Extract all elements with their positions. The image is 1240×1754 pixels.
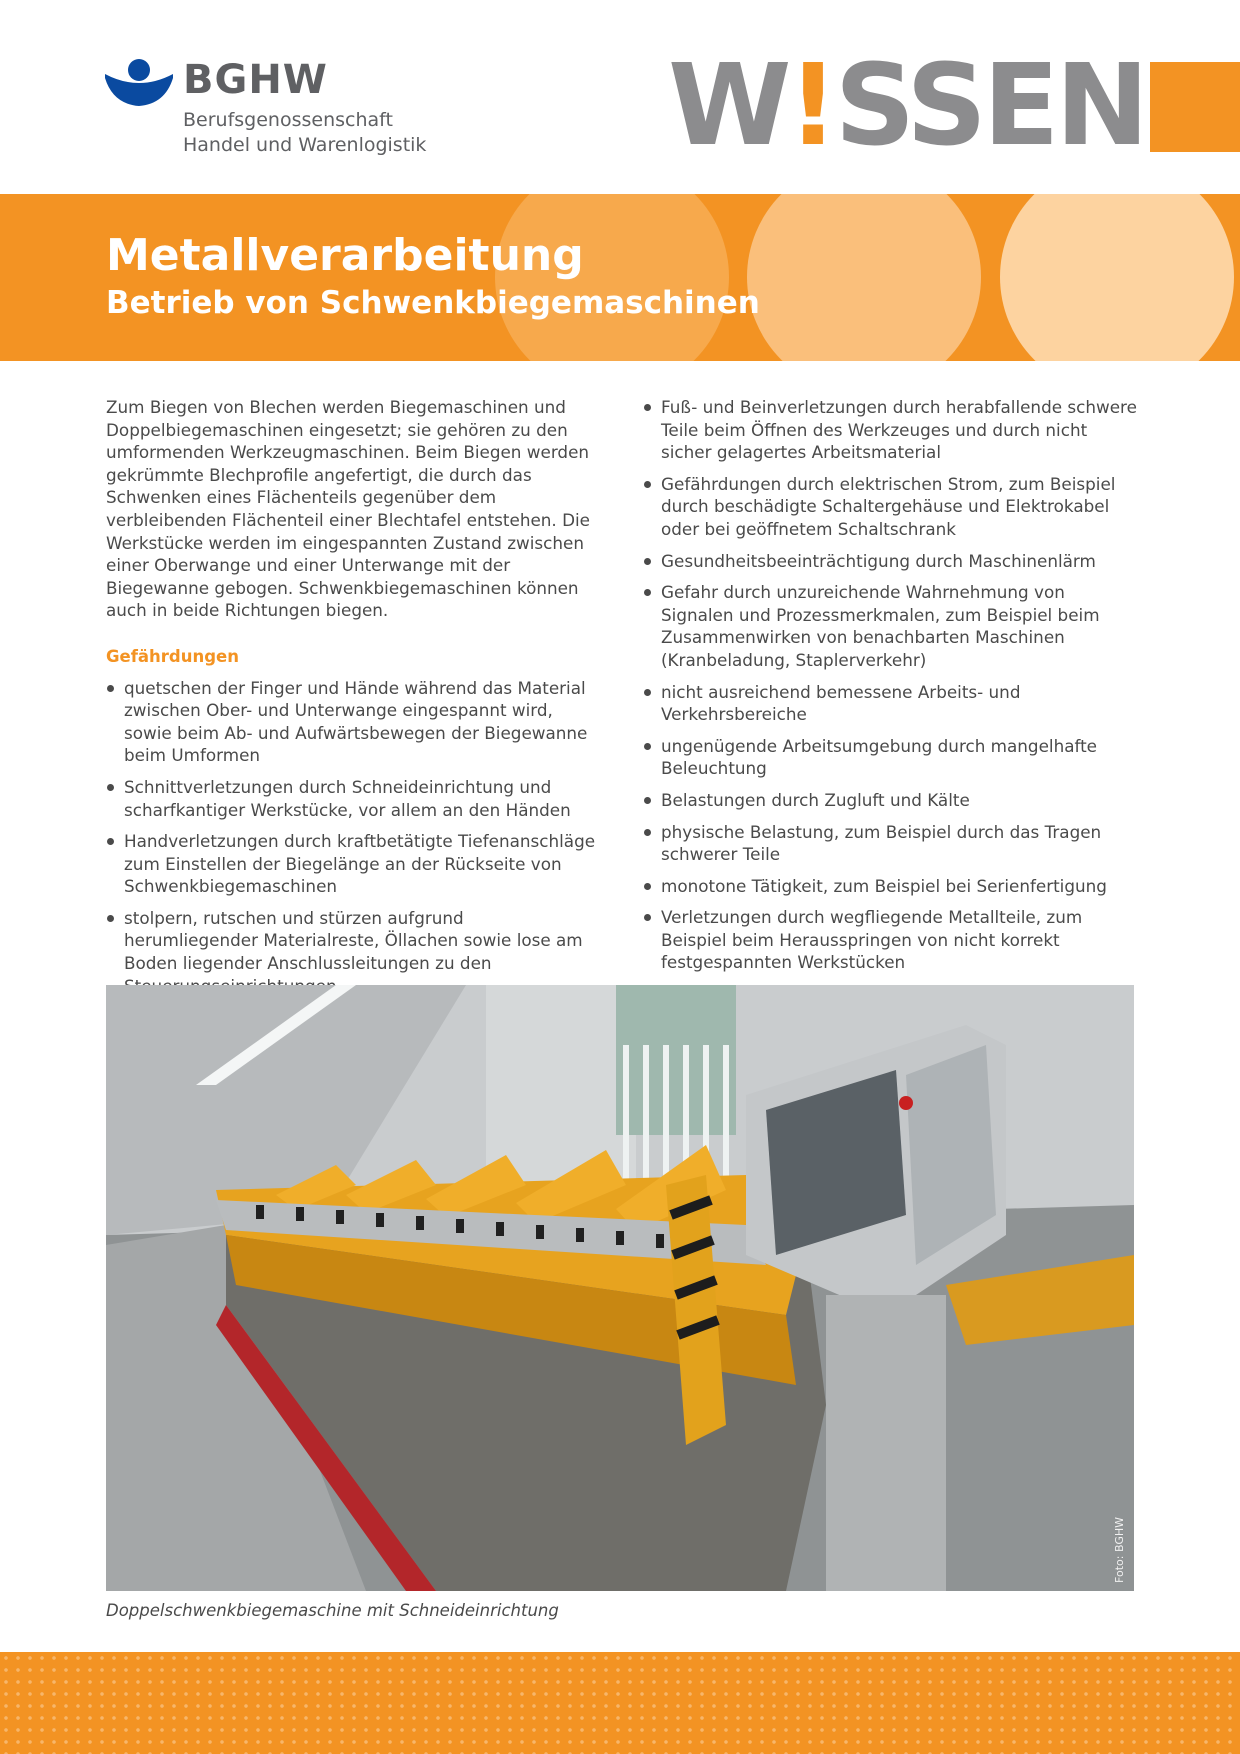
list-item: quetschen der Finger und Hände während das Material zwischen Ober- und Unterwange eingespannt wird, sowie beim Ab- und Aufwärtsbewegen der Biegewanne beim Umformen	[106, 677, 600, 767]
bghw-logo	[105, 58, 435, 158]
list-item: ungenügende Arbeitsumgebung durch mangelhafte Beleuchtung	[643, 735, 1137, 780]
list-item: Gesundheitsbeeinträchtigung durch Maschinenlärm	[643, 550, 1137, 573]
hazards-list-right	[643, 396, 1137, 974]
banner-circle	[747, 194, 981, 361]
list-item: monotone Tätigkeit, zum Beispiel bei Serienfertigung	[643, 875, 1137, 898]
wissen-post: SSEN	[834, 41, 1146, 171]
logo-line-2: Handel und Warenlogistik	[183, 134, 427, 156]
bghw-emblem-icon	[105, 58, 173, 108]
list-item: Handverletzungen durch kraftbetätigte Tiefenanschläge zum Einstellen der Biegelänge an der Rückseite von Schwenkbiegemaschinen	[106, 830, 600, 898]
right-column	[643, 396, 1137, 983]
logo-subtitle	[183, 108, 426, 158]
wissen-orange-square	[1150, 62, 1240, 152]
machine-photo	[106, 985, 1134, 1591]
wissen-wordmark	[668, 41, 1146, 171]
logo-line-1: Berufsgenossenschaft	[183, 109, 393, 131]
left-column	[106, 396, 600, 1006]
list-item: physische Belastung, zum Beispiel durch das Tragen schwerer Teile	[643, 821, 1137, 866]
page-subtitle: Betrieb von Schwenkbiegemaschinen	[106, 285, 760, 321]
list-item: Gefährdungen durch elektrischen Strom, zum Beispiel durch beschädigte Schaltergehäuse und Elektrokabel oder bei geöffnetem Schaltschrank	[643, 473, 1137, 541]
photo-caption: Doppelschwenkbiegemaschine mit Schneideinrichtung	[106, 1601, 559, 1620]
wissen-accent: !	[787, 41, 835, 171]
wissen-series-logo	[668, 41, 1146, 171]
hazards-list-left	[106, 677, 600, 998]
list-item: Schnittverletzungen durch Schneideinrichtung und scharfkantiger Werkstücke, vor allem an den Händen	[106, 776, 600, 821]
photo-credit: Foto: BGHW	[1113, 1517, 1126, 1583]
banner-circle	[1000, 194, 1234, 361]
list-item: Fuß- und Beinverletzungen durch herabfallende schwere Teile beim Öffnen des Werkzeuges und durch nicht sicher gelagertes Arbeitsmaterial	[643, 396, 1137, 464]
list-item: Verletzungen durch wegfliegende Metallteile, zum Beispiel beim Herausspringen von nicht korrekt festgespannten Werkstücken	[643, 906, 1137, 974]
title-banner	[0, 194, 1240, 361]
list-item: stolpern, rutschen und stürzen aufgrund herumliegender Materialreste, Öllachen sowie lose am Boden liegender Anschlussleitungen zu den	[106, 907, 600, 997]
page-title: Metallverarbeitung	[106, 230, 584, 281]
intro-paragraph: Zum Biegen von Blechen werden Biegemaschinen und Doppelbiegemaschinen eingesetzt; sie gehören zu den umformenden Werkzeugmaschinen. Beim Biegen werden gekrümmte Blechprofile angefertigt, die durch das Schwenken eines Flächenteils gegenüber dem verbleibenden Flächenteil einer Blechtafel entstehen. Die Werkstücke werden im eingespannten Zustand zwischen einer Oberwange und einer Unterwange mit der Biegewanne gebogen. Schwenkbiegemaschinen können auch in beide Richtungen biegen.	[106, 397, 590, 621]
list-item: Belastungen durch Zugluft und Kälte	[643, 789, 1137, 812]
logo-name: BGHW	[183, 57, 328, 103]
list-item: Gefahr durch unzureichende Wahrnehmung von Signalen und Prozessmerkmalen, zum Beispiel beim Zusammenwirken von benachbarten Maschinen (Kranbeladung, Staplerverkehr)	[643, 581, 1137, 671]
footer-dotted-band	[0, 1652, 1240, 1754]
machine-photo-illustration	[106, 985, 1134, 1591]
list-item: nicht ausreichend bemessene Arbeits- und Verkehrsbereiche	[643, 681, 1137, 726]
hazards-heading: Gefährdungen	[106, 646, 239, 666]
wissen-pre: W	[668, 41, 788, 171]
